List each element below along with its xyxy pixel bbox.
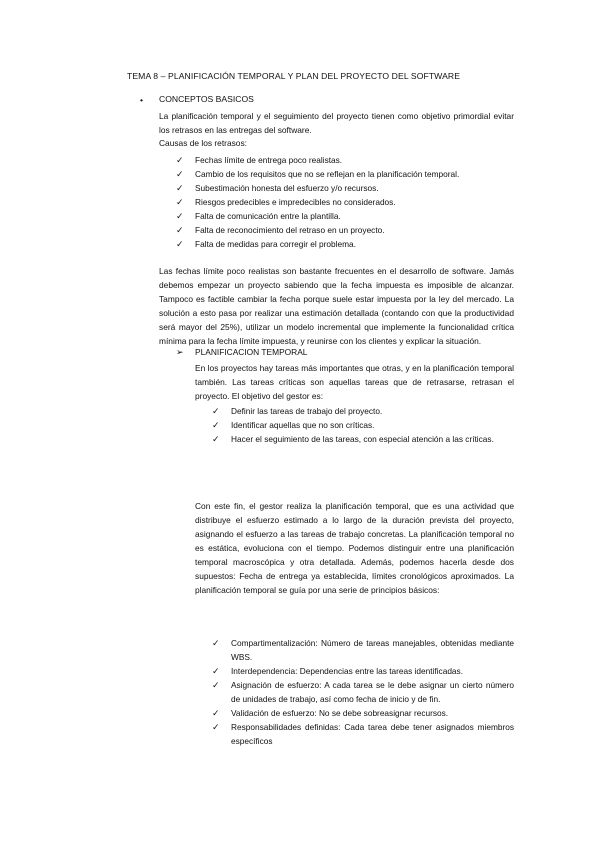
list-item: ✓ Interdependencia: Dependencias entre las tareas identificadas.	[212, 666, 464, 676]
list-item: ✓ Compartimentalización: Número de tareas manejables, obtenidas mediante WBS.	[212, 638, 514, 662]
list-item: ✓ Falta de comunicación entre la plantilla.	[176, 211, 341, 221]
section-intro: En los proyectos hay tareas más importantes que otras, y en la planificación temporal también. Las tareas críticas son aquellas tareas que de retrasarse, retrasan el proyecto. El objetivo del gestor es:	[195, 363, 514, 401]
checkmark-icon: ✓	[176, 211, 184, 221]
checkmark-icon: ✓	[212, 708, 220, 718]
list-item: ✓ Identificar aquellas que no son críticas.	[212, 420, 375, 430]
list-item: ✓ Hacer el seguimiento de las tareas, con especial atención a las críticas.	[212, 434, 494, 444]
body-paragraph: Las fechas límite poco realistas son bastante frecuentes en el desarrollo de software. Jamás debemos empezar un proyecto sabiendo que la fecha impuesta es imposible de alcanzar. Tampoco es factible cambiar la fecha porque suele estar impuesta por la ley del mercado. La solución a esto pasa por realizar una estimación detallada (contando con que la productividad será mayor del 25%), utilizar un modelo incremental que implemente la funcionalidad crítica mínima para la fecha límite impuesta, y reunirse con los clientes y explicar la situación.	[159, 266, 514, 346]
list-item: ✓ Responsabilidades definidas: Cada tarea debe tener asignados miembros específicos	[212, 722, 514, 746]
list-item: ✓ Falta de medidas para corregir el problema.	[176, 239, 356, 249]
list-item: ✓ Subestimación honesta del esfuerzo y/o recursos.	[176, 183, 379, 193]
goals-list	[212, 404, 514, 446]
checkmark-icon: ✓	[212, 722, 220, 732]
checkmark-icon: ✓	[176, 183, 184, 193]
list-item: ✓ Fechas límite de entrega poco realistas.	[176, 155, 343, 165]
list-item: ✓ Validación de esfuerzo: No se debe sobreasignar recursos.	[212, 708, 449, 718]
list-item: ✓ Asignación de esfuerzo: A cada tarea se le debe asignar un cierto número de unidades de trabajo, así como fecha de inicio y de fin.	[212, 680, 514, 704]
checkmark-icon: ✓	[212, 638, 220, 648]
checkmark-icon: ✓	[176, 225, 184, 235]
checkmark-icon: ✓	[212, 434, 220, 444]
document-title: TEMA 8 – PLANIFICACIÓN TEMPORAL Y PLAN DEL PROYECTO DEL SOFTWARE	[127, 71, 461, 81]
list-item: ✓ Falta de reconocimiento del retraso en un proyecto.	[176, 225, 385, 235]
arrow-bullet-icon: ➢	[176, 347, 184, 357]
body-paragraph: Con este fin, el gestor realiza la planificación temporal, que es una actividad que distribuye el esfuerzo estimado a lo largo de la duración prevista del proyecto, asignando el esfuerzo a las tareas de trabajo concretas. La planificación temporal no es estática, evoluciona con el tiempo. Podemos distinguir entre una planificación temporal macroscópica y otra detallada. Además, podemos hacerla desde dos supuestos: Fecha de entrega ya establecida, límites cronológicos aproximados. La planificación temporal se guía por una serie de principios básicos:	[195, 501, 514, 595]
checkmark-icon: ✓	[212, 420, 220, 430]
checkmark-icon: ✓	[212, 666, 220, 676]
causes-label: Causas de los retrasos:	[159, 138, 247, 148]
section-intro: La planificación temporal y el seguimiento del proyecto tienen como objetivo primordial evitar los retrasos en las entregas del software.	[159, 111, 514, 135]
causes-list	[176, 153, 536, 251]
list-item: ✓ Cambio de los requisitos que no se reflejan en la planificación temporal.	[176, 169, 460, 179]
checkmark-icon: ✓	[176, 239, 184, 249]
list-item: ✓ Definir las tareas de trabajo del proyecto.	[212, 406, 383, 416]
checkmark-icon: ✓	[176, 197, 184, 207]
checkmark-icon: ✓	[212, 406, 220, 416]
checkmark-icon: ✓	[212, 680, 220, 690]
section-heading-conceptos: CONCEPTOS BASICOS	[159, 94, 254, 104]
list-item: ✓ Riesgos predecibles e impredecibles no considerados.	[176, 197, 396, 207]
principles-list	[212, 636, 514, 748]
bullet-icon: •	[140, 95, 144, 105]
section-heading-planificacion: PLANIFICACION TEMPORAL	[195, 347, 308, 357]
checkmark-icon: ✓	[176, 155, 184, 165]
checkmark-icon: ✓	[176, 169, 184, 179]
